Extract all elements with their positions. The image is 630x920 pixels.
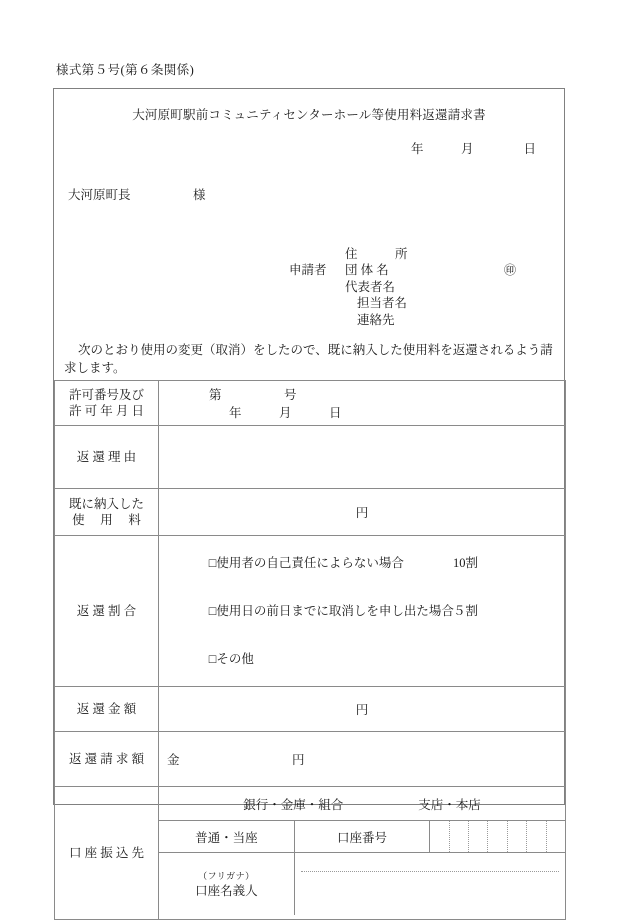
permit-label-cell <box>55 381 159 426</box>
account-holder-value-cell[interactable] <box>294 853 565 916</box>
ratio-label-cell <box>55 536 159 687</box>
account-digit-6[interactable] <box>527 821 546 852</box>
ratio-value-cell <box>159 536 566 687</box>
bank-table <box>159 787 565 915</box>
account-kind-label[interactable]: 普通・当座 <box>159 821 294 853</box>
paid-fee-label-line2: 使 用 料 <box>72 513 141 527</box>
permit-number-field: 第 号 <box>209 388 297 402</box>
ratio-option-text-1: 使用者の自己責任によらない場合 <box>216 556 404 570</box>
account-holder-furigana-line <box>301 871 559 872</box>
account-digit-1[interactable] <box>430 821 449 852</box>
claim-amount-label: 返 還 請 求 額 <box>68 752 144 766</box>
applicant-contact-info-label: 連絡先 <box>357 312 395 327</box>
applicant-address-label: 住 所 <box>345 246 408 261</box>
table-row-paid-fee <box>55 489 566 536</box>
bank-row-institution <box>159 787 565 821</box>
account-number-digit-cells[interactable] <box>430 821 565 852</box>
account-number-label: 口座番号 <box>294 821 429 853</box>
applicant-row-organization <box>264 246 554 277</box>
table-row-refund-amount <box>55 687 566 732</box>
bank-label-cell <box>55 787 159 920</box>
applicant-block <box>264 229 554 327</box>
form-table <box>54 380 566 920</box>
ratio-option-1[interactable] <box>165 539 565 587</box>
permit-label-line1: 許可番号及び <box>68 388 144 402</box>
table-row-claim-amount <box>55 732 566 787</box>
applicant-representative-label: 代表者名 <box>345 279 396 294</box>
account-digit-4[interactable] <box>488 821 507 852</box>
body-statement: 次のとおり使用の変更（取消）をしたので、既に納入した使用料を返還されるよう請求します。 <box>64 343 553 375</box>
bank-label: 口 座 振 込 先 <box>68 846 144 860</box>
applicant-contact-person-label: 担当者名 <box>357 296 408 310</box>
permit-value-cell[interactable] <box>159 381 566 426</box>
ratio-checkbox-2[interactable]: □ <box>208 604 217 618</box>
account-digit-5[interactable] <box>508 821 527 852</box>
account-digit-2[interactable] <box>450 821 469 852</box>
applicant-row-contact-info <box>264 295 554 327</box>
account-digit-7[interactable] <box>547 821 565 852</box>
applicant-organization-label: 団 体 名 <box>345 263 389 277</box>
ratio-option-2[interactable] <box>165 587 565 635</box>
permit-date-field: 年 月 日 <box>229 406 342 420</box>
claim-amount-label-cell <box>55 732 159 787</box>
reason-label: 返 還 理 由 <box>76 450 137 464</box>
refund-amount-label-cell <box>55 687 159 732</box>
paid-fee-label-cell <box>55 489 159 536</box>
seal-icon: ㊞ <box>504 263 517 277</box>
account-holder-label: 口座名義人 <box>195 884 258 898</box>
table-row-ratio <box>55 536 566 687</box>
refund-amount-value-cell[interactable]: 円 <box>159 687 566 732</box>
claim-amount-value-cell[interactable] <box>159 732 566 787</box>
paid-fee-label-line1: 既に納入した <box>68 497 144 511</box>
applicant-row-contact-person <box>264 279 554 310</box>
bank-row-account <box>159 821 565 853</box>
permit-label-line2: 許 可 年 月 日 <box>68 404 144 418</box>
paid-fee-value-cell[interactable]: 円 <box>159 489 566 536</box>
addressee-line: 大河原町長 様 <box>68 188 206 202</box>
reason-label-cell <box>55 426 159 489</box>
ratio-option-list <box>159 536 565 686</box>
ratio-checkbox-1[interactable]: □ <box>208 556 217 570</box>
ratio-option-text-2: 使用日の前日までに取消しを申し出た場合 <box>216 604 454 618</box>
table-row-permit <box>55 381 566 426</box>
ratio-option-text-3: その他 <box>216 652 254 666</box>
form-outer-box <box>53 88 565 898</box>
table-row-bank <box>55 787 566 920</box>
reason-value-cell[interactable] <box>159 426 566 489</box>
ratio-percent-1: 10割 <box>453 556 479 570</box>
bank-row-holder <box>159 853 565 916</box>
form-number: 様式第５号(第６条関係) <box>56 63 195 77</box>
bank-institution-field[interactable]: 銀行・金庫・組合 支店・本店 <box>159 787 565 821</box>
account-number-field[interactable] <box>430 821 565 853</box>
applicant-group-label: 申請者 <box>289 263 327 277</box>
bank-detail-cell <box>159 787 566 920</box>
account-holder-label-cell <box>159 853 294 916</box>
applicant-row-representative <box>264 262 554 294</box>
ratio-checkbox-3[interactable]: □ <box>208 652 217 666</box>
account-digit-3[interactable] <box>469 821 488 852</box>
account-holder-furigana-label: （フリガナ） <box>198 871 255 881</box>
table-row-reason <box>55 426 566 489</box>
date-line: 年 月 日 <box>410 142 536 156</box>
ratio-label: 返 還 割 合 <box>76 604 137 618</box>
refund-amount-label: 返 還 金 額 <box>76 702 137 716</box>
applicant-row-address <box>264 229 554 261</box>
document-title: 大河原町駅前コミュニティセンターホール等使用料返還請求書 <box>132 108 486 122</box>
ratio-option-3[interactable] <box>165 635 565 683</box>
claim-amount-field: 金 円 <box>167 753 305 767</box>
ratio-percent-2: ５割 <box>453 604 479 618</box>
